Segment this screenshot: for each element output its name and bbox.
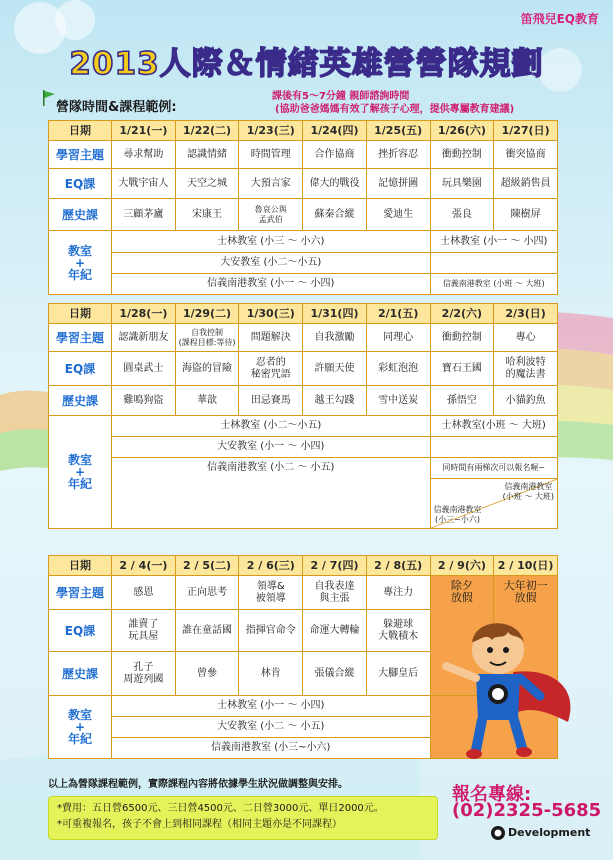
logo-icon [490, 825, 506, 841]
eq-cell: 彩虹泡泡 [366, 352, 430, 386]
consultation-note-line: 課後有5～7分鐘 親師諮詢時間 [272, 91, 410, 102]
theme-cell: 衝突協商 [494, 141, 558, 169]
eq-cell: 圓桌武士 [112, 352, 176, 386]
class-cell: 信義南港教室 (小班 ～ 大班) [430, 274, 557, 295]
theme-cell: 專注力 [366, 576, 430, 610]
holiday-line: 放假 [450, 591, 473, 604]
eq-line: 的魔法書 [505, 368, 546, 380]
hotline-title: 報名專線: [452, 784, 532, 805]
date-cell: 2 / 5(二) [175, 556, 239, 576]
page-title: 2013人際＆情緒英雄營營隊規劃 [69, 46, 544, 82]
row-label-line: 年紀 [67, 267, 92, 282]
fee-line: *可重複報名，孩子不會上到相同課程（相同主題亦是不同課程） [57, 819, 342, 830]
history-cell: 大腳皇后 [366, 652, 430, 696]
eq-row [49, 352, 558, 386]
date-cell: 2 / 4(一) [112, 556, 176, 576]
row-label-theme: 學習主題 [49, 324, 112, 352]
row-label-line: 年紀 [67, 732, 92, 746]
date-cell: 2/1(五) [366, 304, 430, 324]
class-cell [430, 253, 557, 274]
theme-cell: 合作協商 [303, 141, 367, 169]
eq-cell: 誰在童話國 [175, 610, 239, 652]
theme-line: 領導& [256, 580, 285, 592]
class-cell: 大安教室 (小二～小五) [112, 253, 431, 274]
date-cell: 2 / 6(三) [239, 556, 303, 576]
date-cell: 1/30(三) [239, 304, 303, 324]
date-cell: 2 / 10(日) [494, 556, 558, 576]
row-label-line: 教室 [67, 453, 92, 467]
eq-cell: 記憶拼圖 [366, 169, 430, 199]
eq-cell: 寶石王國 [430, 352, 494, 386]
history-cell: 張儀合縱 [303, 652, 367, 696]
class-cell: 士林教室 (小一 ～ 小四) [112, 696, 431, 717]
history-cell: 蘇秦合縱 [303, 199, 367, 231]
row-label-class [49, 696, 112, 759]
row-label-class [49, 231, 112, 295]
theme-cell [239, 576, 303, 610]
class-cell: 士林教室 (小一 ～ 小四) [430, 231, 557, 253]
history-cell: 張良 [430, 199, 494, 231]
date-cell: 1/25(五) [366, 121, 430, 141]
theme-cell: 衝動控制 [430, 141, 494, 169]
footer-note: 以上為營隊課程範例，實際課程內容將依據學生狀況做調整與安排。 [48, 779, 348, 790]
theme-cell: 同理心 [366, 324, 430, 352]
history-cell: 越王勾踐 [303, 386, 367, 416]
date-row [49, 304, 558, 324]
class-cell [430, 437, 557, 458]
fee-box [48, 796, 438, 840]
theme-cell: 挫折容忍 [366, 141, 430, 169]
theme-row [49, 324, 558, 352]
company-logo: Development [508, 826, 591, 839]
class-row [49, 253, 558, 274]
history-line: 孟武伯 [258, 214, 283, 224]
theme-cell: 感恩 [112, 576, 176, 610]
eq-cell: 命運大轉輪 [303, 610, 367, 652]
eq-line: 大戰積木 [378, 630, 419, 642]
eq-cell [112, 610, 176, 652]
theme-cell [303, 576, 367, 610]
class-line: 信義南港教室 [504, 482, 553, 491]
history-cell: 小貓釣魚 [494, 386, 558, 416]
history-cell: 田忌賽馬 [239, 386, 303, 416]
class-row [49, 437, 558, 458]
date-cell: 2 / 7(四) [303, 556, 367, 576]
date-cell: 2 / 8(五) [366, 556, 430, 576]
row-label-line: + [74, 720, 86, 734]
holiday-line: 除夕 [450, 579, 473, 592]
date-cell: 2/3(日) [494, 304, 558, 324]
date-cell: 2/2(六) [430, 304, 494, 324]
theme-cell: 正向思考 [175, 576, 239, 610]
date-row [49, 121, 558, 141]
class-line: 信義南港教室 [433, 505, 482, 514]
eq-cell: 許願天使 [303, 352, 367, 386]
schedule-week-1 [48, 120, 558, 295]
class-row [49, 274, 558, 295]
eq-line: 哈利波特 [505, 356, 546, 368]
history-cell: 雪中送炭 [366, 386, 430, 416]
class-cell-split [430, 479, 557, 529]
eq-line: 躲避球 [383, 618, 414, 630]
theme-cell: 問題解決 [239, 324, 303, 352]
row-label-eq: EQ課 [49, 352, 112, 386]
class-cell: 士林教室 (小三 ～ 小六) [112, 231, 431, 253]
theme-cell: 自我激勵 [303, 324, 367, 352]
date-row [49, 556, 558, 576]
class-cell: 信義南港教室 (小三~小六) [112, 738, 431, 759]
eq-cell: 天空之城 [175, 169, 239, 199]
row-label-class [49, 416, 112, 529]
row-label-line: 年紀 [67, 477, 92, 491]
row-label-line: 教室 [67, 708, 92, 722]
history-line: 孔子 [133, 661, 154, 673]
class-cell: 信義南港教室 (小一 ～ 小四) [112, 274, 431, 295]
fee-line: *費用：五日營6500元、三日營4500元、二日營3000元、單日2000元。 [57, 803, 384, 814]
history-cell: 華歆 [175, 386, 239, 416]
class-cell: 大安教室 (小一 ～ 小四) [112, 437, 431, 458]
holiday-line: 放假 [514, 591, 537, 604]
class-split-upper [503, 482, 554, 502]
row-label-theme: 學習主題 [49, 576, 112, 610]
theme-cell: 尋求幫助 [112, 141, 176, 169]
theme-cell: 時間管理 [239, 141, 303, 169]
row-label-line: 教室 [67, 243, 92, 258]
class-row [49, 231, 558, 253]
history-line: 周遊列國 [123, 673, 164, 685]
eq-cell: 大戰宇宙人 [112, 169, 176, 199]
row-label-theme: 學習主題 [49, 141, 112, 169]
history-cell: 宋康王 [175, 199, 239, 231]
section-heading: 營隊時間&課程範例: [56, 100, 177, 115]
row-label-date: 日期 [49, 121, 112, 141]
history-cell: 雞鳴狗盜 [112, 386, 176, 416]
row-label-date: 日期 [49, 556, 112, 576]
date-cell: 1/24(四) [303, 121, 367, 141]
row-label-line: + [74, 465, 86, 479]
date-cell: 2 / 9(六) [430, 556, 494, 576]
date-cell: 1/31(四) [303, 304, 367, 324]
class-row [49, 458, 558, 479]
eq-cell [239, 352, 303, 386]
class-line: (小班 ～ 大班) [502, 492, 554, 501]
eq-cell: 偉大的戰役 [303, 169, 367, 199]
theme-cell: 認識新朋友 [112, 324, 176, 352]
schedule-week-2 [48, 303, 558, 529]
eq-line: 玩具屋 [128, 630, 159, 642]
eq-cell: 海盜的冒險 [175, 352, 239, 386]
theme-line: 自我表達 [314, 580, 355, 592]
date-cell: 1/26(六) [430, 121, 494, 141]
eq-cell: 玩具樂園 [430, 169, 494, 199]
superhero-mascot-illustration [418, 612, 578, 762]
history-cell: 孫悟空 [430, 386, 494, 416]
row-label-line: + [74, 255, 86, 270]
eq-cell: 大預言家 [239, 169, 303, 199]
row-label-eq: EQ課 [49, 610, 112, 652]
date-cell: 1/23(三) [239, 121, 303, 141]
theme-line: 自我控制 [191, 327, 224, 337]
history-cell: 林肯 [239, 652, 303, 696]
class-cell: 大安教室 (小二 ～ 小五) [112, 717, 431, 738]
history-cell: 曾參 [175, 652, 239, 696]
eq-line: 誰賣了 [128, 618, 159, 630]
flag-icon [42, 90, 56, 106]
row-label-date: 日期 [49, 304, 112, 324]
history-cell [112, 652, 176, 696]
history-line: 魯哀公與 [254, 204, 287, 214]
holiday-line: 大年初一 [503, 579, 548, 592]
class-cell: 士林教室(小班 ～ 大班) [430, 416, 557, 437]
eq-row [49, 169, 558, 199]
eq-cell [494, 352, 558, 386]
theme-line: 與主張 [319, 592, 350, 604]
eq-cell: 超級銷售員 [494, 169, 558, 199]
date-cell: 1/21(一) [112, 121, 176, 141]
eq-cell: 指揮官命令 [239, 610, 303, 652]
eq-line: 忍者的 [255, 356, 286, 368]
theme-cell [175, 324, 239, 352]
class-line: (小三~小六) [435, 515, 480, 524]
theme-cell: 認識情緒 [175, 141, 239, 169]
row-label-eq: EQ課 [49, 169, 112, 199]
history-cell: 陳樹屏 [494, 199, 558, 231]
theme-line: 被領導 [255, 592, 286, 604]
eq-line: 秘密咒語 [250, 368, 291, 380]
theme-row [49, 141, 558, 169]
row-label-history: 歷史課 [49, 652, 112, 696]
row-label-history: 歷史課 [49, 386, 112, 416]
class-row [49, 416, 558, 437]
history-row [49, 199, 558, 231]
date-cell: 1/28(一) [112, 304, 176, 324]
history-cell: 愛迪生 [366, 199, 430, 231]
date-cell: 1/29(二) [175, 304, 239, 324]
class-cell: 同時間有兩梯次可以報名喔~ [430, 458, 557, 479]
date-cell: 1/27(日) [494, 121, 558, 141]
history-row [49, 386, 558, 416]
class-cell: 信義南港教室 (小二 ～ 小五) [112, 458, 431, 529]
class-cell: 士林教室 (小二～小五) [112, 416, 431, 437]
date-cell: 1/22(二) [175, 121, 239, 141]
theme-row [49, 576, 558, 610]
theme-line: (課程目標:等待) [178, 337, 236, 347]
theme-cell: 專心 [494, 324, 558, 352]
class-split-lower [434, 505, 482, 525]
history-cell: 三顧茅廬 [112, 199, 176, 231]
consultation-note [272, 90, 514, 116]
consultation-note-line: (協助爸爸媽媽有效了解孩子心理，提供專屬教育建議) [275, 104, 515, 115]
brand-name: 笛飛兒EQ教育 [520, 12, 599, 26]
history-cell [239, 199, 303, 231]
row-label-history: 歷史課 [49, 199, 112, 231]
theme-cell: 衝動控制 [430, 324, 494, 352]
hotline-phone: (02)2325-5685 [452, 800, 602, 821]
